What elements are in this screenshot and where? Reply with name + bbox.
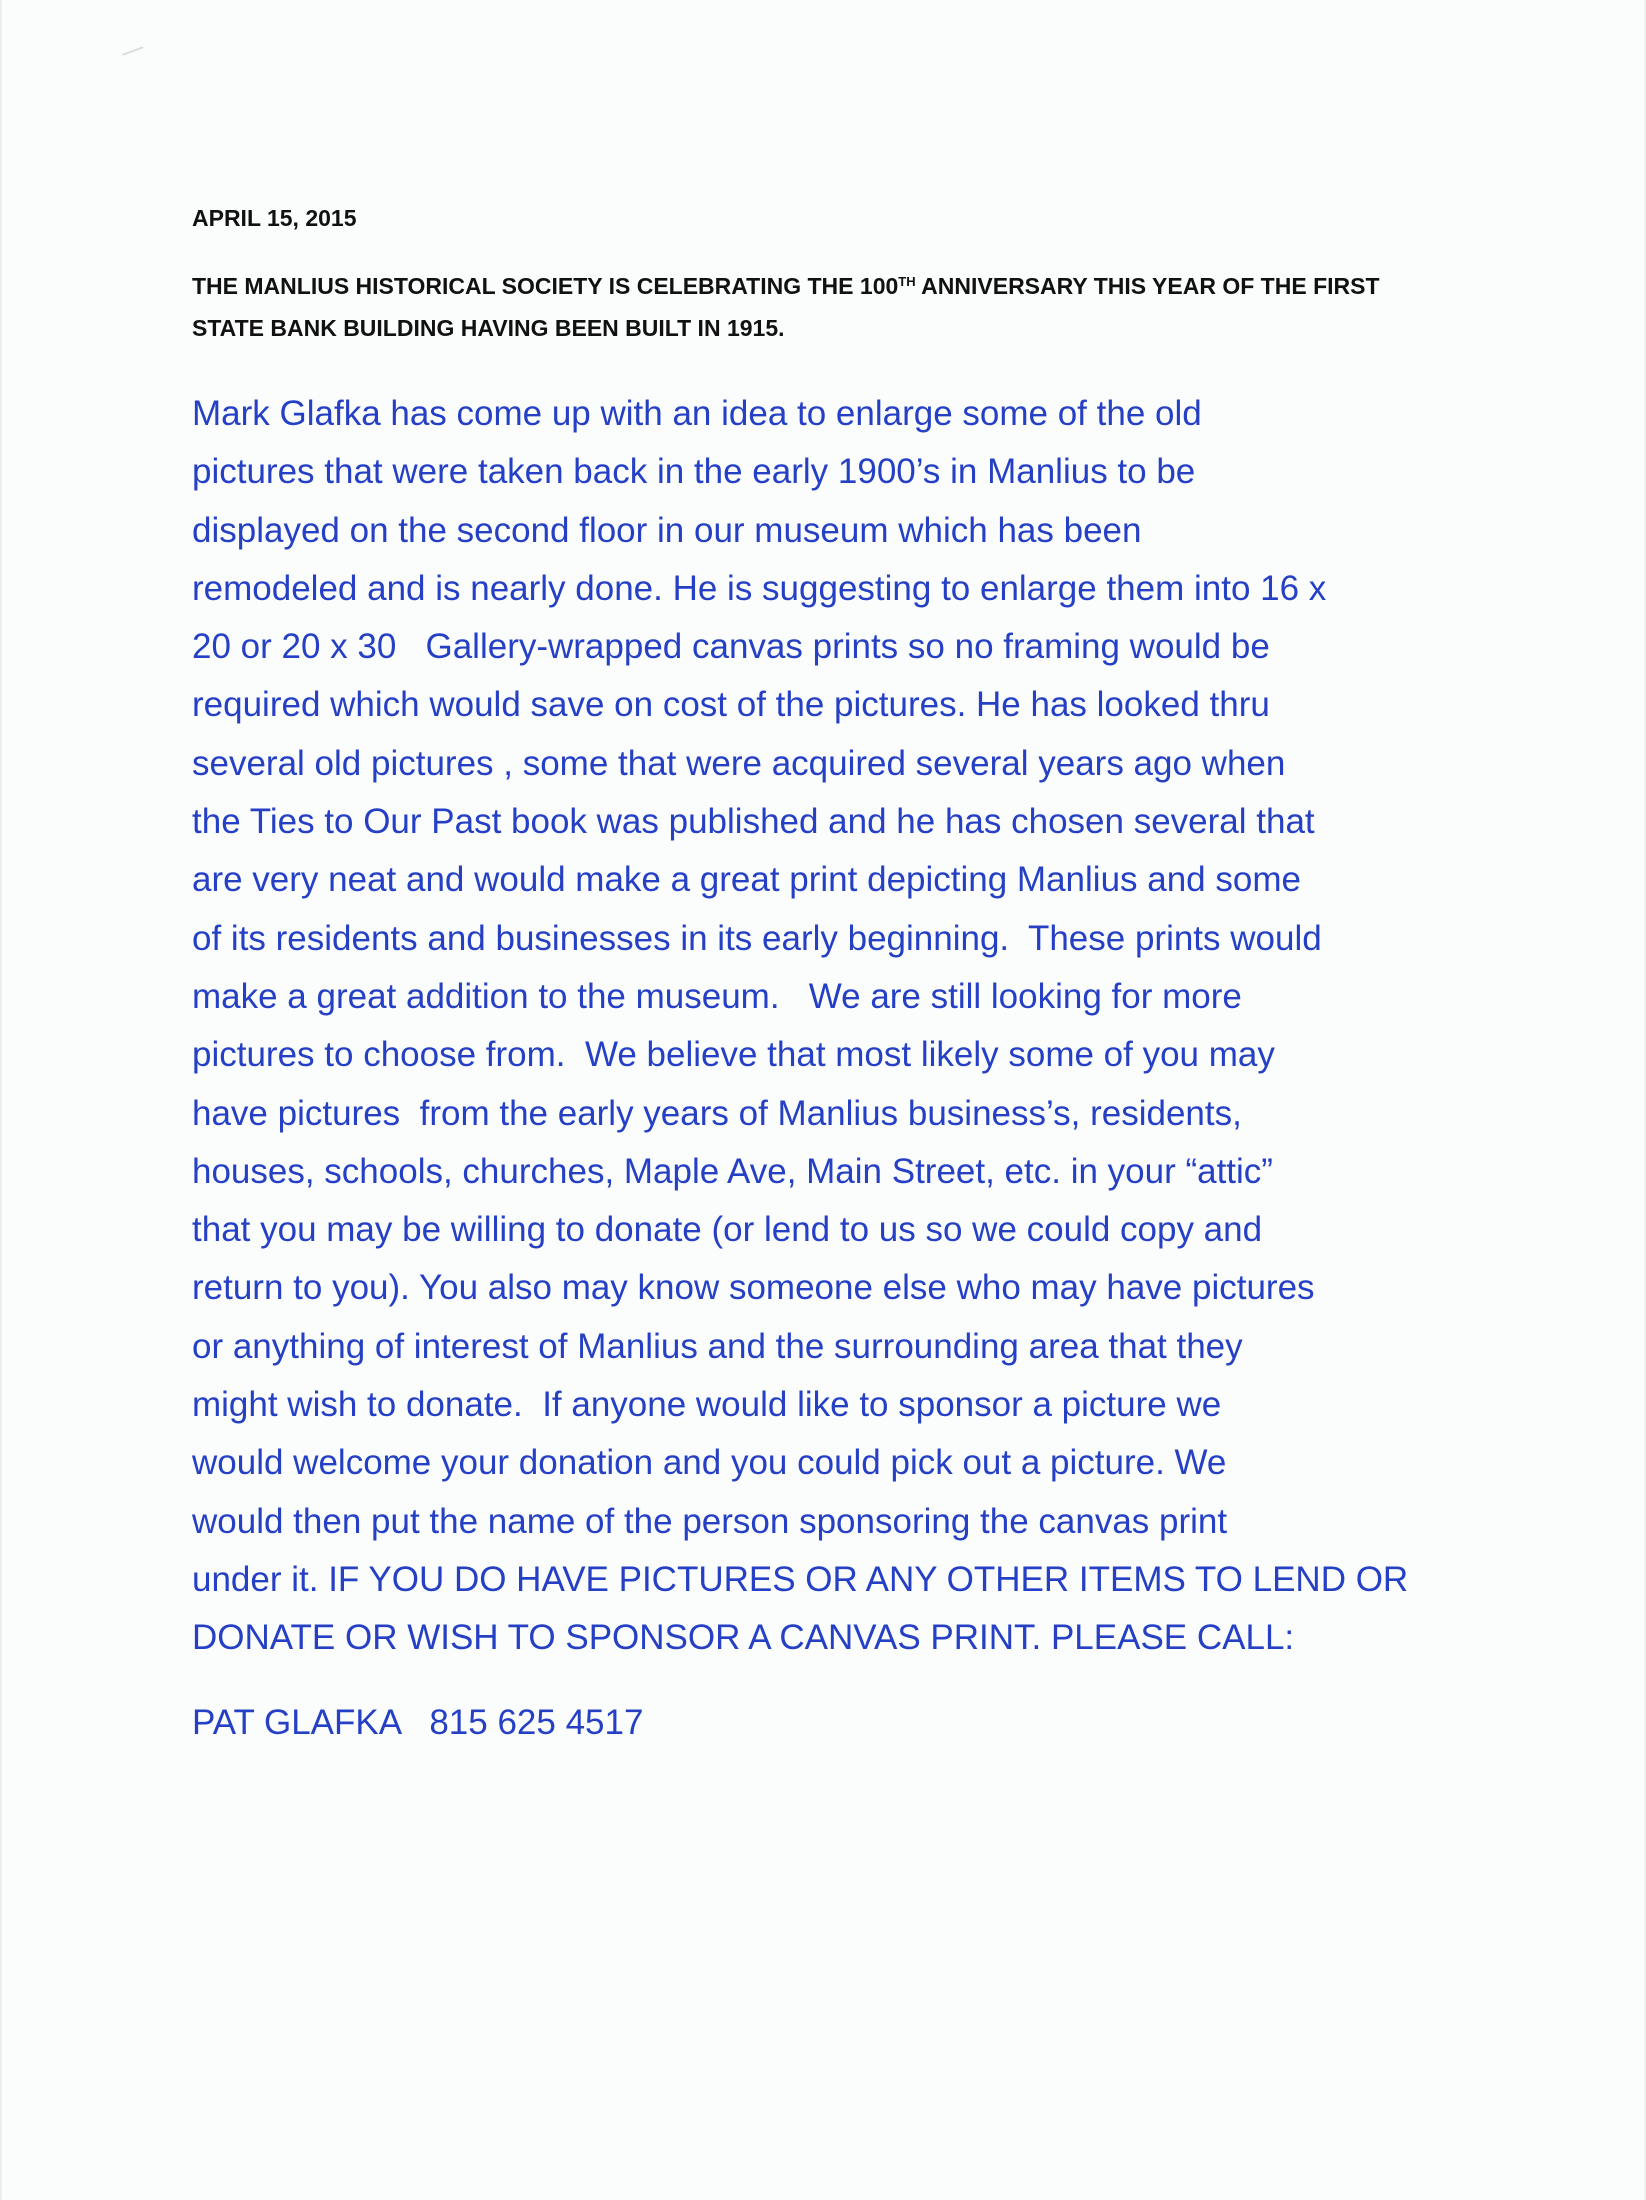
body-line: would welcome your donation and you could pick out a picture. We bbox=[192, 1443, 1227, 1483]
body-line: or anything of interest of Manlius and the surrounding area that they bbox=[192, 1326, 1243, 1366]
body-line: under it. IF YOU DO HAVE PICTURES OR ANY OTHER ITEMS TO LEND OR bbox=[192, 1559, 1409, 1599]
body-line: several old pictures , some that were acquired several years ago when bbox=[192, 743, 1286, 783]
heading-superscript: TH bbox=[898, 274, 916, 289]
letter-body bbox=[192, 385, 1492, 1668]
body-line: Mark Glafka has come up with an idea to enlarge some of the old bbox=[192, 394, 1202, 433]
heading-line1-end: ANNIVERSARY THIS YEAR OF THE FIRST bbox=[915, 273, 1380, 299]
body-line: have pictures from the early years of Manlius business’s, residents, bbox=[192, 1093, 1242, 1133]
body-line: return to you). You also may know someone else who may have pictures bbox=[192, 1268, 1315, 1308]
body-line: of its residents and businesses in its early beginning. These prints would bbox=[192, 918, 1322, 958]
body-line: DONATE OR WISH TO SPONSOR A CANVAS PRINT. PLEASE CALL: bbox=[192, 1618, 1295, 1658]
body-line: would then put the name of the person sponsoring the canvas print bbox=[192, 1501, 1228, 1541]
body-line: houses, schools, churches, Maple Ave, Main Street, etc. in your “attic” bbox=[192, 1151, 1273, 1191]
body-line: might wish to donate. If anyone would like to sponsor a picture we bbox=[192, 1385, 1222, 1425]
contact-phone: 815 625 4517 bbox=[429, 1703, 644, 1742]
contact-line bbox=[192, 1703, 643, 1743]
letter-date: APRIL 15, 2015 bbox=[192, 205, 357, 231]
body-line: required which would save on cost of the pictures. He has looked thru bbox=[192, 685, 1270, 725]
body-line: 20 or 20 x 30 Gallery-wrapped canvas prints so no framing would be bbox=[192, 627, 1270, 667]
letter-heading bbox=[192, 265, 1492, 349]
body-line: the Ties to Our Past book was published and he has chosen several that bbox=[192, 802, 1315, 842]
body-line: remodeled and is nearly done. He is suggesting to enlarge them into 16 x bbox=[192, 568, 1327, 608]
body-line: are very neat and would make a great print depicting Manlius and some bbox=[192, 860, 1301, 900]
body-line: pictures to choose from. We believe that most likely some of you may bbox=[192, 1035, 1275, 1075]
heading-line2: STATE BANK BUILDING HAVING BEEN BUILT IN 1915. bbox=[192, 315, 785, 341]
heading-line1 bbox=[192, 273, 1380, 299]
contact-name: PAT GLAFKA bbox=[192, 1703, 401, 1742]
body-line: displayed on the second floor in our museum which has been bbox=[192, 510, 1142, 550]
body-line: that you may be willing to donate (or lend to us so we could copy and bbox=[192, 1210, 1263, 1250]
body-line: make a great addition to the museum. We are still looking for more bbox=[192, 976, 1242, 1016]
scan-mark bbox=[122, 46, 143, 55]
body-line: pictures that were taken back in the early 1900’s in Manlius to be bbox=[192, 452, 1196, 492]
heading-line1-start: THE MANLIUS HISTORICAL SOCIETY IS CELEBRATING THE 100 bbox=[192, 273, 899, 299]
